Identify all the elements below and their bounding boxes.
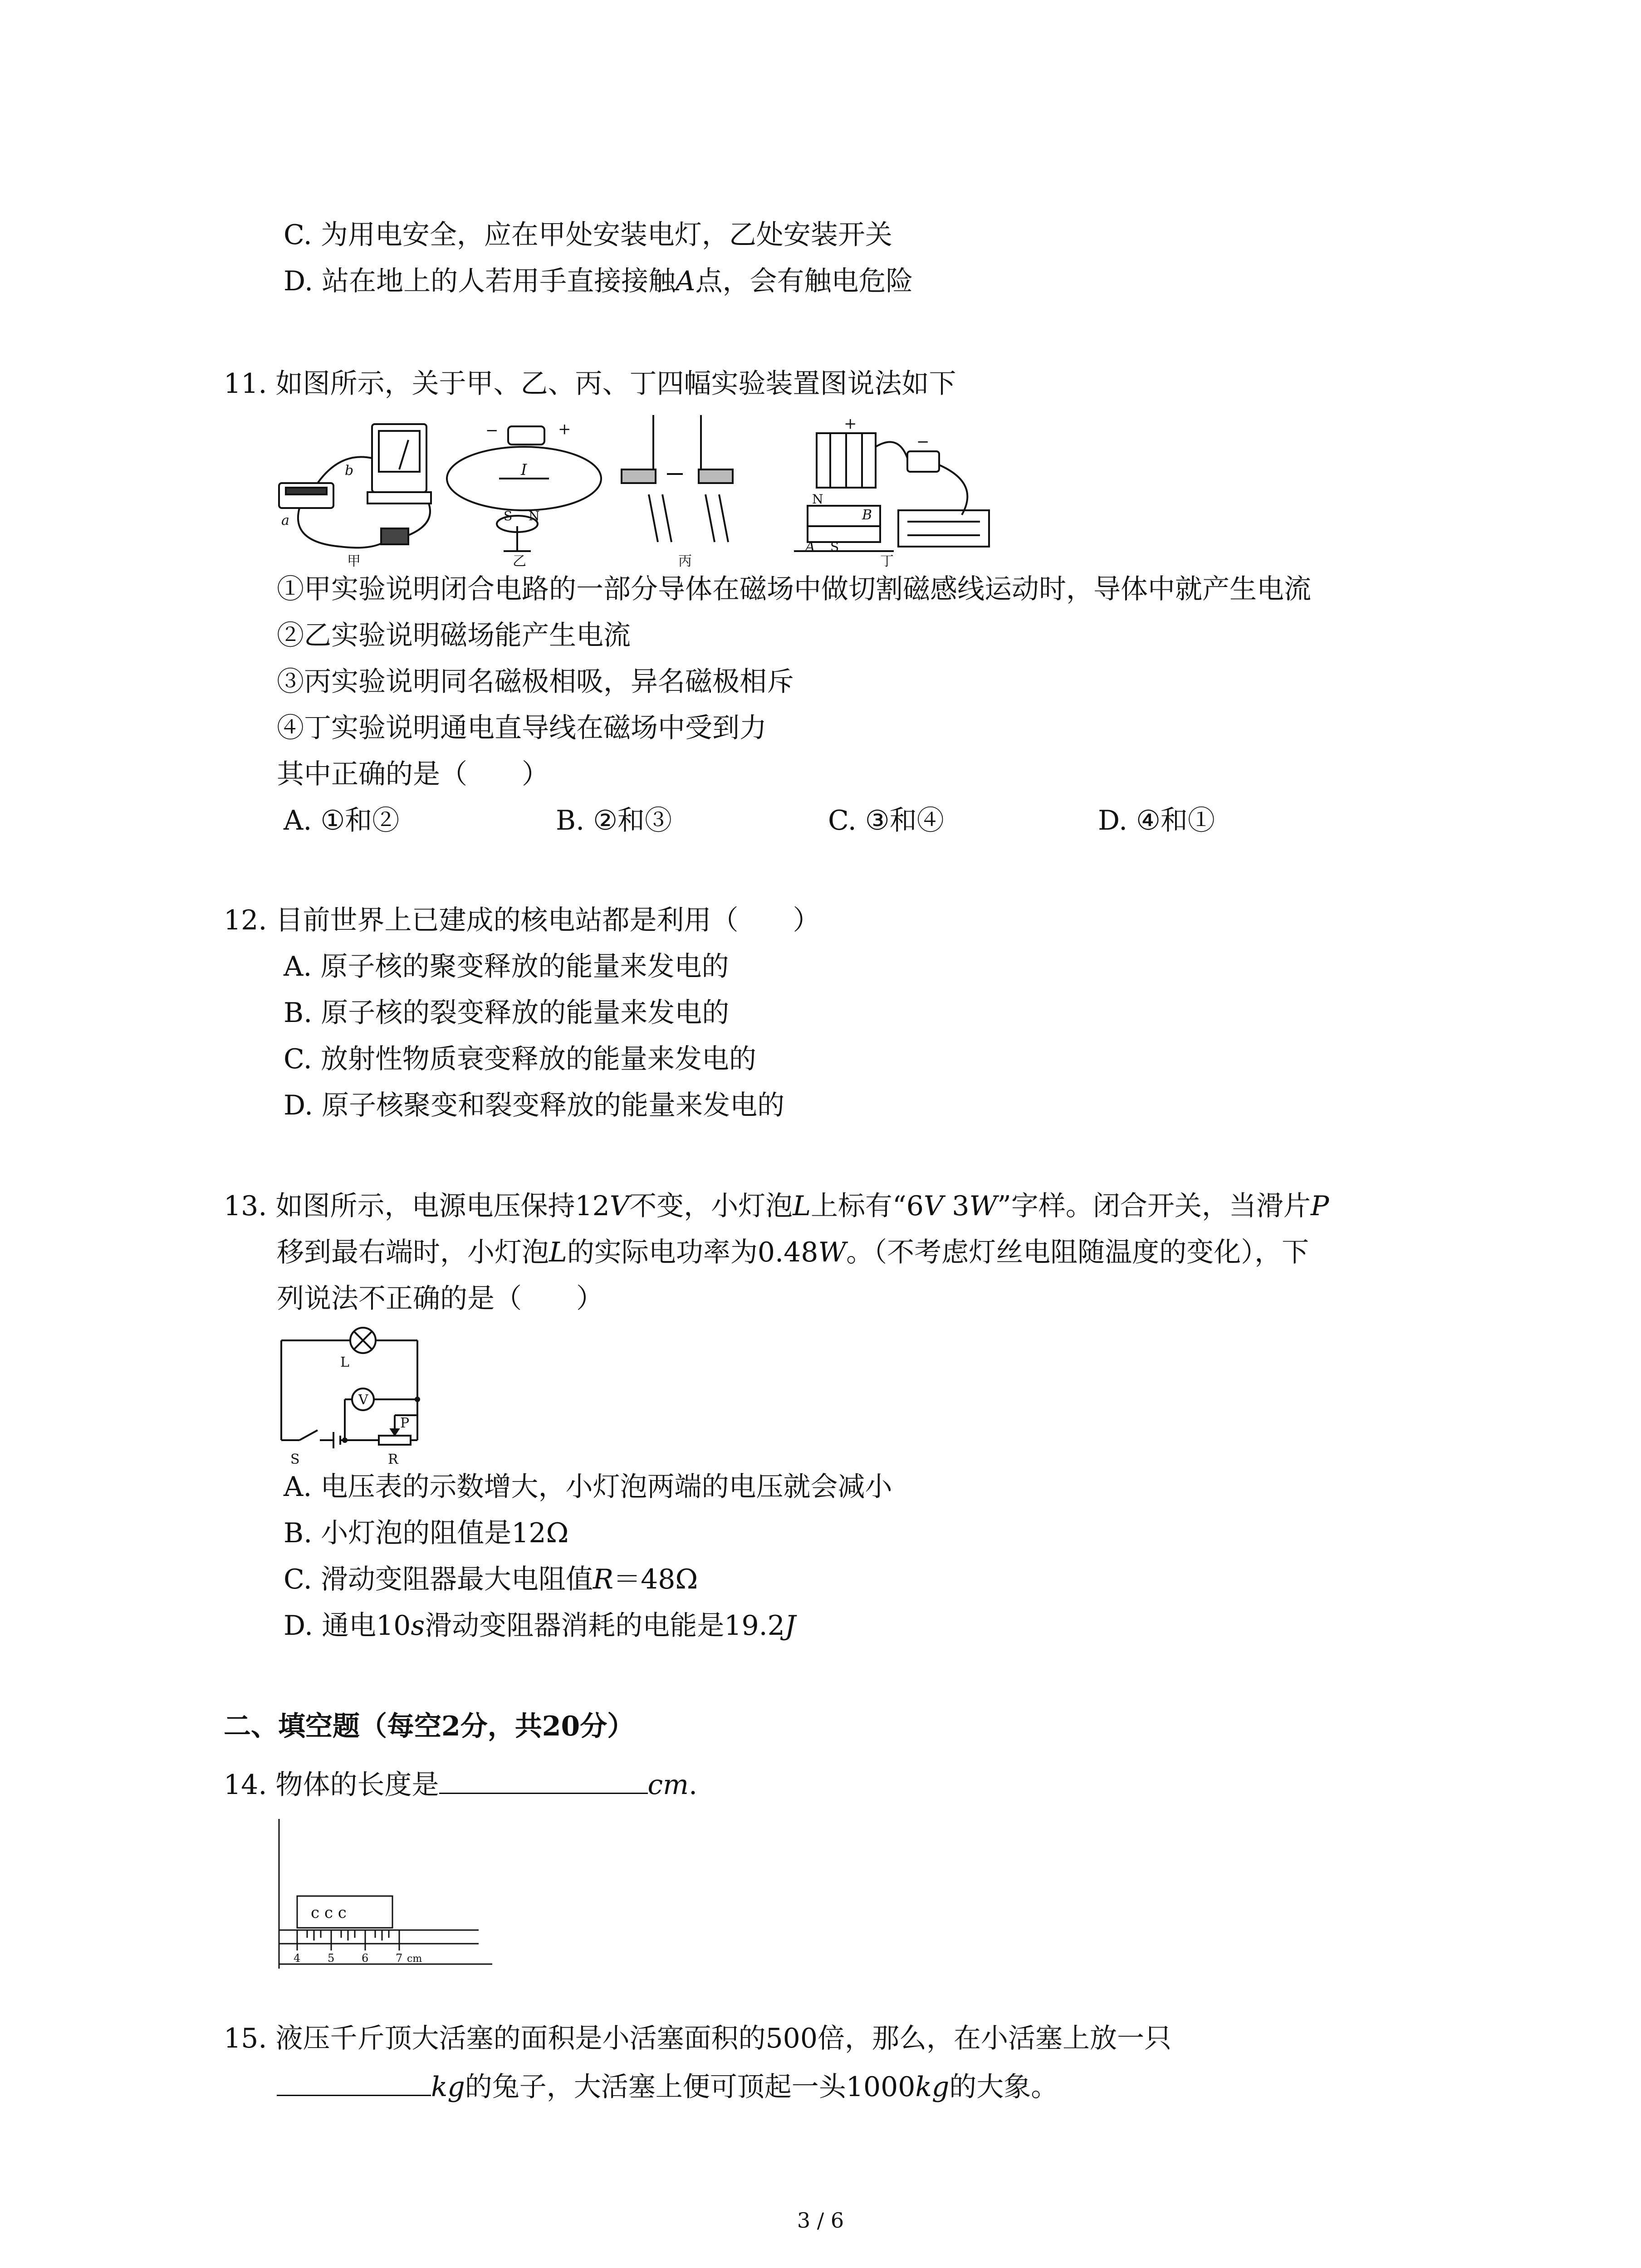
fig-ding-plus: +	[844, 415, 857, 433]
q11-statement-3: ③丙实验说明同名磁极相吸，异名磁极相斥	[277, 666, 794, 698]
q11-stem: 11. 如图所示，关于甲、乙、丙、丁四幅实验装置图说法如下	[224, 368, 956, 400]
ruler-object-marks: c c c	[311, 1904, 347, 1922]
q14-stem: 14. 物体的长度是 cm.	[224, 1766, 697, 1801]
fig-label-bing: 丙	[678, 553, 692, 569]
fig-yi-S: S	[504, 508, 513, 523]
fig-label-jia: 甲	[347, 553, 361, 569]
q12-option-b: B. 原子核的裂变释放的能量来发电的	[284, 997, 730, 1029]
q15-answer-blank[interactable]	[277, 2068, 431, 2096]
q10-option-d: D. 站在地上的人若用手直接接触A点，会有触电危险	[284, 265, 913, 297]
ruler-tick-4: 4	[294, 1952, 301, 1965]
q11-statement-4: ④丁实验说明通电直导线在磁场中受到力	[277, 712, 767, 744]
q14-ruler-figure	[279, 1819, 492, 1969]
ruler-tick-6: 6	[362, 1952, 369, 1965]
q13-option-d: D. 通电10s滑动变阻器消耗的电能是19.2J	[284, 1610, 796, 1642]
ruler-unit: cm	[407, 1953, 422, 1965]
circuit-label-R: R	[388, 1452, 398, 1467]
q11-statement-2: ②乙实验说明磁场能产生电流	[277, 620, 631, 651]
fig-yi-I: I	[521, 461, 527, 479]
fig-label-ding: 丁	[880, 553, 894, 569]
q15-stem-line-2: kg的兔子，大活塞上便可顶起一头1000kg的大象。	[277, 2068, 1058, 2103]
fig-yi-plus: +	[558, 420, 571, 438]
fig-yi-minus: −	[485, 421, 499, 440]
fig-ding	[794, 433, 989, 551]
q12-option-d: D. 原子核聚变和裂变释放的能量来发电的	[284, 1090, 785, 1121]
q14-answer-blank[interactable]	[439, 1766, 648, 1794]
q11-option-d: D. ④和①	[1098, 805, 1215, 836]
q11-option-c: C. ③和④	[828, 805, 944, 836]
fig-ding-S: S	[830, 539, 839, 554]
fig-ding-B: B	[862, 507, 872, 523]
circuit-label-V: V	[358, 1392, 368, 1408]
q13-option-b: B. 小灯泡的阻值是12Ω	[284, 1517, 569, 1549]
q12-option-a: A. 原子核的聚变释放的能量来发电的	[284, 951, 729, 982]
fig-ding-minus: −	[916, 433, 930, 451]
fig-ding-A: A	[805, 539, 815, 555]
fig-jia-a: a	[281, 513, 289, 528]
q13-circuit-diagram	[272, 1331, 436, 1467]
q15-stem-line-1: 15. 液压千斤顶大活塞的面积是小活塞面积的500倍，那么，在小活塞上放一只	[224, 2023, 1172, 2054]
q11-question: 其中正确的是（ ）	[277, 758, 549, 790]
circuit-label-L: L	[340, 1354, 349, 1370]
q10-option-c: C. 为用电安全，应在甲处安装电灯，乙处安装开关	[284, 219, 892, 251]
q11-figure	[272, 415, 998, 569]
fig-jia-b: b	[345, 463, 354, 479]
q12-option-c: C. 放射性物质衰变释放的能量来发电的	[284, 1043, 756, 1075]
ruler-tick-7: 7	[396, 1952, 403, 1965]
q13-stem-line-1: 13. 如图所示，电源电压保持12V不变，小灯泡L上标有“6V 3W”字样。闭合开关，当滑片P	[224, 1190, 1329, 1222]
fig-bing	[622, 415, 733, 542]
q13-stem-line-2: 移到最右端时，小灯泡L的实际电功率为0.48W。（不考虑灯丝电阻随温度的变化），下	[277, 1237, 1309, 1268]
fig-ding-N: N	[812, 492, 823, 507]
fig-yi-N: N	[529, 508, 540, 523]
q11-statement-1: ①甲实验说明闭合电路的一部分导体在磁场中做切割磁感线运动时，导体中就产生电流	[277, 573, 1311, 605]
q11-option-a: A. ①和②	[284, 805, 400, 836]
fig-jia	[279, 424, 431, 548]
section-2-title: 二、填空题（每空2分，共20分）	[224, 1711, 635, 1742]
q13-stem-line-3: 列说法不正确的是（ ）	[277, 1283, 603, 1315]
circuit-label-S: S	[290, 1452, 300, 1467]
q13-option-a: A. 电压表的示数增大，小灯泡两端的电压就会减小	[284, 1471, 892, 1503]
fig-label-yi: 乙	[513, 553, 526, 569]
circuit-label-P: P	[400, 1415, 410, 1431]
fig-yi	[447, 426, 601, 551]
q12-stem: 12. 目前世界上已建成的核电站都是利用（ ）	[224, 904, 820, 936]
page-number: 3 / 6	[797, 2208, 844, 2233]
q11-option-b: B. ②和③	[556, 805, 672, 836]
q13-option-c: C. 滑动变阻器最大电阻值R＝48Ω	[284, 1564, 698, 1595]
ruler-tick-5: 5	[328, 1952, 335, 1965]
